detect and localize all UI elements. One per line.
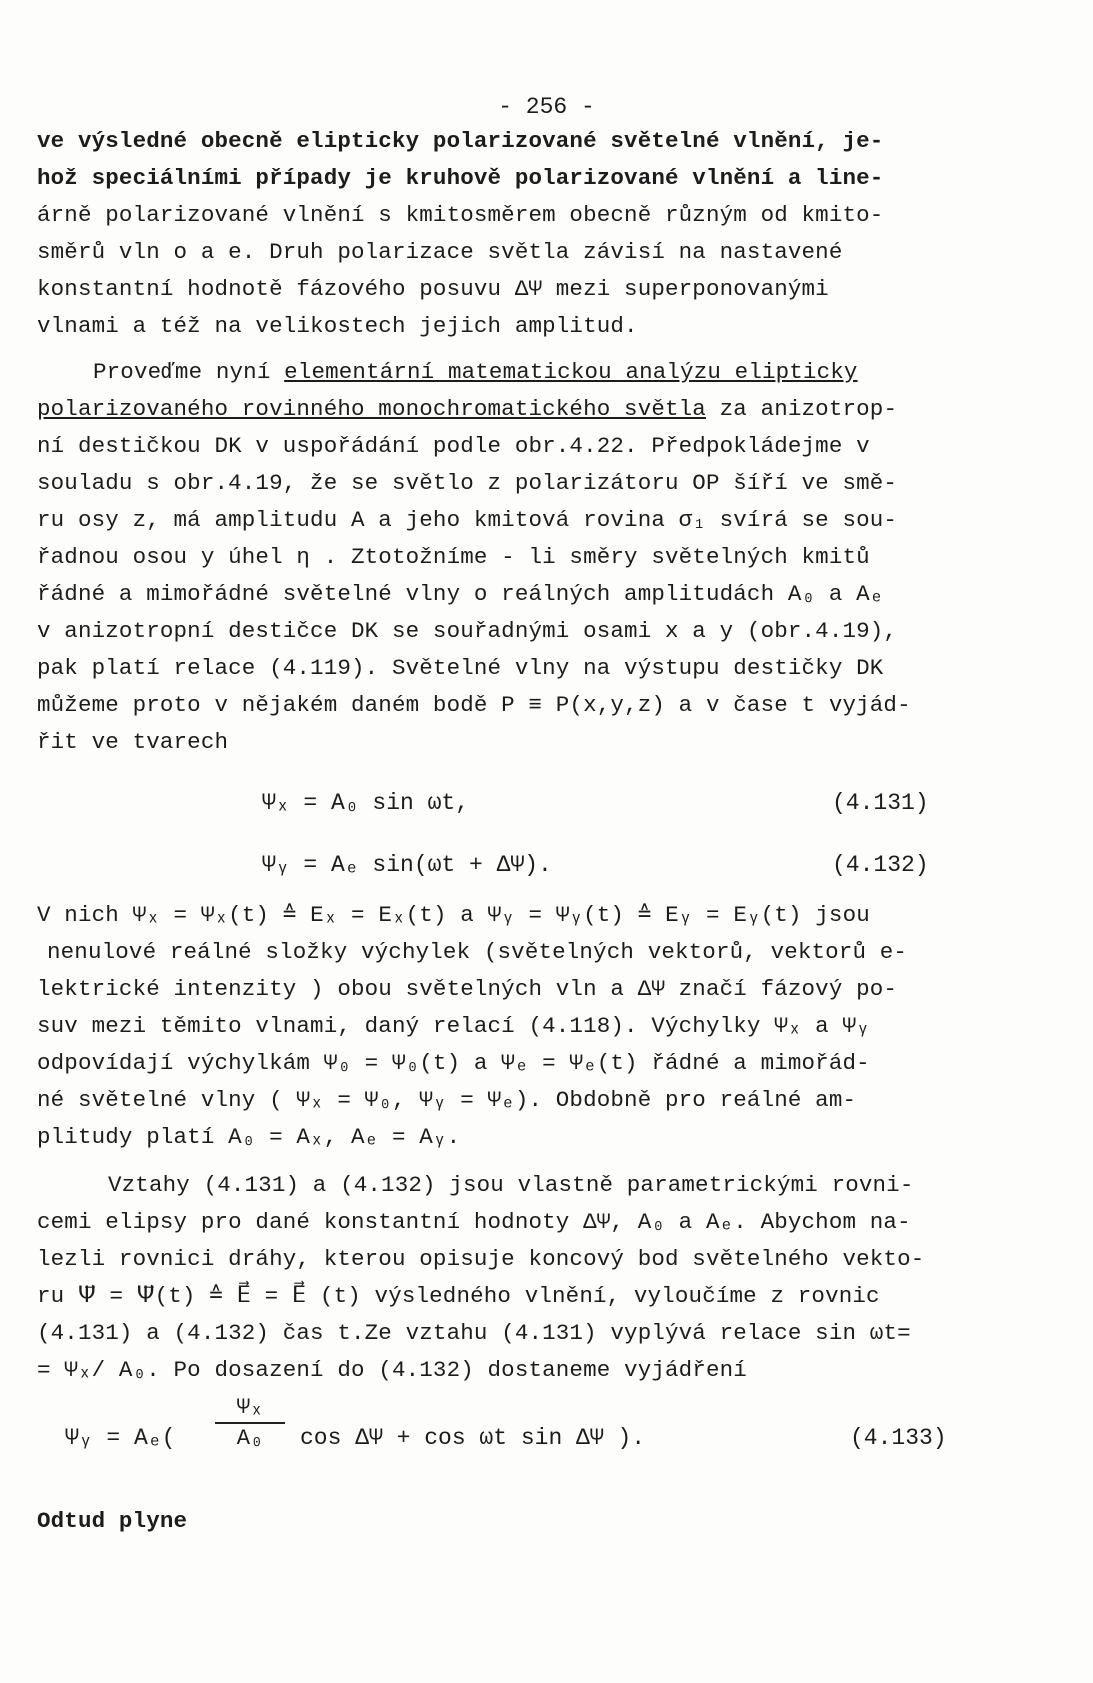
text-line: plitudy platí A₀ = Aₓ, Aₑ = Aᵧ. (37, 1124, 461, 1150)
text-line: v anizotropní destičce DK se souřadnými osami x a y (obr.4.19), (37, 618, 898, 644)
text-line: řádné a mimořádné světelné vlny o reálných amplitudách A₀ a Aₑ (37, 581, 884, 607)
text-line: ru osy z, má amplitudu A a jeho kmitová rovina σ₁ svírá se sou- (37, 507, 898, 533)
page-number: - 256 - (498, 94, 595, 120)
equation-4-133-lhs: Ψᵧ = Aₑ( (65, 1425, 176, 1451)
text-line: né světelné vlny ( Ψₓ = Ψ₀, Ψᵧ = Ψₑ). Obdobně pro reálné am- (37, 1087, 857, 1113)
equation-number: (4.132) (832, 852, 929, 878)
equation-4-132: Ψᵧ = Aₑ sin(ωt + ΔΨ). (262, 852, 552, 878)
text-line: lezli rovnici dráhy, kterou opisuje koncový bod světelného vekto- (37, 1246, 925, 1272)
text-line: suv mezi těmito vlnami, daný relací (4.118). Výchylky Ψₓ a Ψᵧ (37, 1013, 870, 1039)
text-line: směrů vln o a e. Druh polarizace světla závisí na nastavené (37, 239, 843, 265)
equation-number: (4.131) (832, 790, 929, 816)
text-line: Vztahy (4.131) a (4.132) jsou vlastně parametrickými rovni- (108, 1172, 914, 1198)
text-line: vlnami a též na velikostech jejich amplitud. (37, 313, 638, 339)
text-line: cemi elipsy pro dané konstantní hodnoty ΔΨ, A₀ a Aₑ. Abychom na- (37, 1209, 911, 1235)
text-line: odpovídají výchylkám Ψ₀ = Ψ₀(t) a Ψₑ = Ψₑ(t) řádné a mimořád- (37, 1050, 870, 1076)
text-line (37, 394, 897, 424)
text-line: konstantní hodnotě fázového posuvu ΔΨ mezi superponovanými (37, 276, 829, 302)
text-line (93, 357, 858, 387)
fraction-bar (215, 1422, 285, 1424)
equation-4-131: Ψₓ = A₀ sin ωt, (262, 790, 470, 816)
fraction-numerator: Ψₓ (236, 1395, 264, 1420)
underlined-text: polarizovaného rovinného monochromatického světla (37, 396, 706, 422)
equation-number: (4.133) (850, 1425, 947, 1451)
text-line: řit ve tvarech (37, 729, 229, 755)
text-span: Proveďme nyní (93, 359, 285, 385)
text-line: hož speciálními případy je kruhově polarizované vlnění a line- (37, 165, 884, 191)
text-line: árně polarizované vlnění s kmitosměrem obecně různým od kmito- (37, 202, 884, 228)
text-line: ve výsledné obecně elipticky polarizované světelné vlnění, je- (37, 128, 884, 154)
text-line: pak platí relace (4.119). Světelné vlny na výstupu destičky DK (37, 655, 884, 681)
text-line: Odtud plyne (37, 1508, 188, 1534)
underlined-text: elementární matematickou analýzu elipticky (284, 359, 858, 385)
text-line: řadnou osou y úhel η . Ztotožníme - li směry světelných kmitů (37, 544, 870, 570)
text-line: (4.131) a (4.132) čas t.Ze vztahu (4.131) vyplývá relace sin ωt= (37, 1320, 911, 1346)
text-line: = Ψₓ/ A₀. Po dosazení do (4.132) dostaneme vyjádření (37, 1357, 747, 1383)
text-span: za anizotrop- (705, 396, 898, 422)
text-line: můžeme proto v nějakém daném bodě P ≡ P(x,y,z) a v čase t vyjád- (37, 692, 911, 718)
fraction (215, 1395, 285, 1451)
fraction-denominator: A₀ (236, 1426, 264, 1451)
equation-4-133-rhs: cos ΔΨ + cos ωt sin ΔΨ ). (300, 1425, 646, 1451)
text-line: lektrické intenzity ) obou světelných vln a ΔΨ značí fázový po- (37, 976, 898, 1002)
text-line: ní destičkou DK v uspořádání podle obr.4.22. Předpokládejme v (37, 433, 870, 459)
text-line: souladu s obr.4.19, že se světlo z polarizátoru OP šíří ve smě- (37, 470, 898, 496)
text-line: nenulové reálné složky výchylek (světelných vektorů, vektorů e- (47, 939, 908, 965)
text-line: ru Ψ⃗ = Ψ⃗(t) ≙ E⃗ = E⃗ (t) výsledného vlnění, vyloučíme z rovnic (37, 1283, 880, 1309)
text-line: V nich Ψₓ = Ψₓ(t) ≙ Eₓ = Eₓ(t) a Ψᵧ = Ψᵧ(t) ≙ Eᵧ = Eᵧ(t) jsou (37, 902, 870, 928)
